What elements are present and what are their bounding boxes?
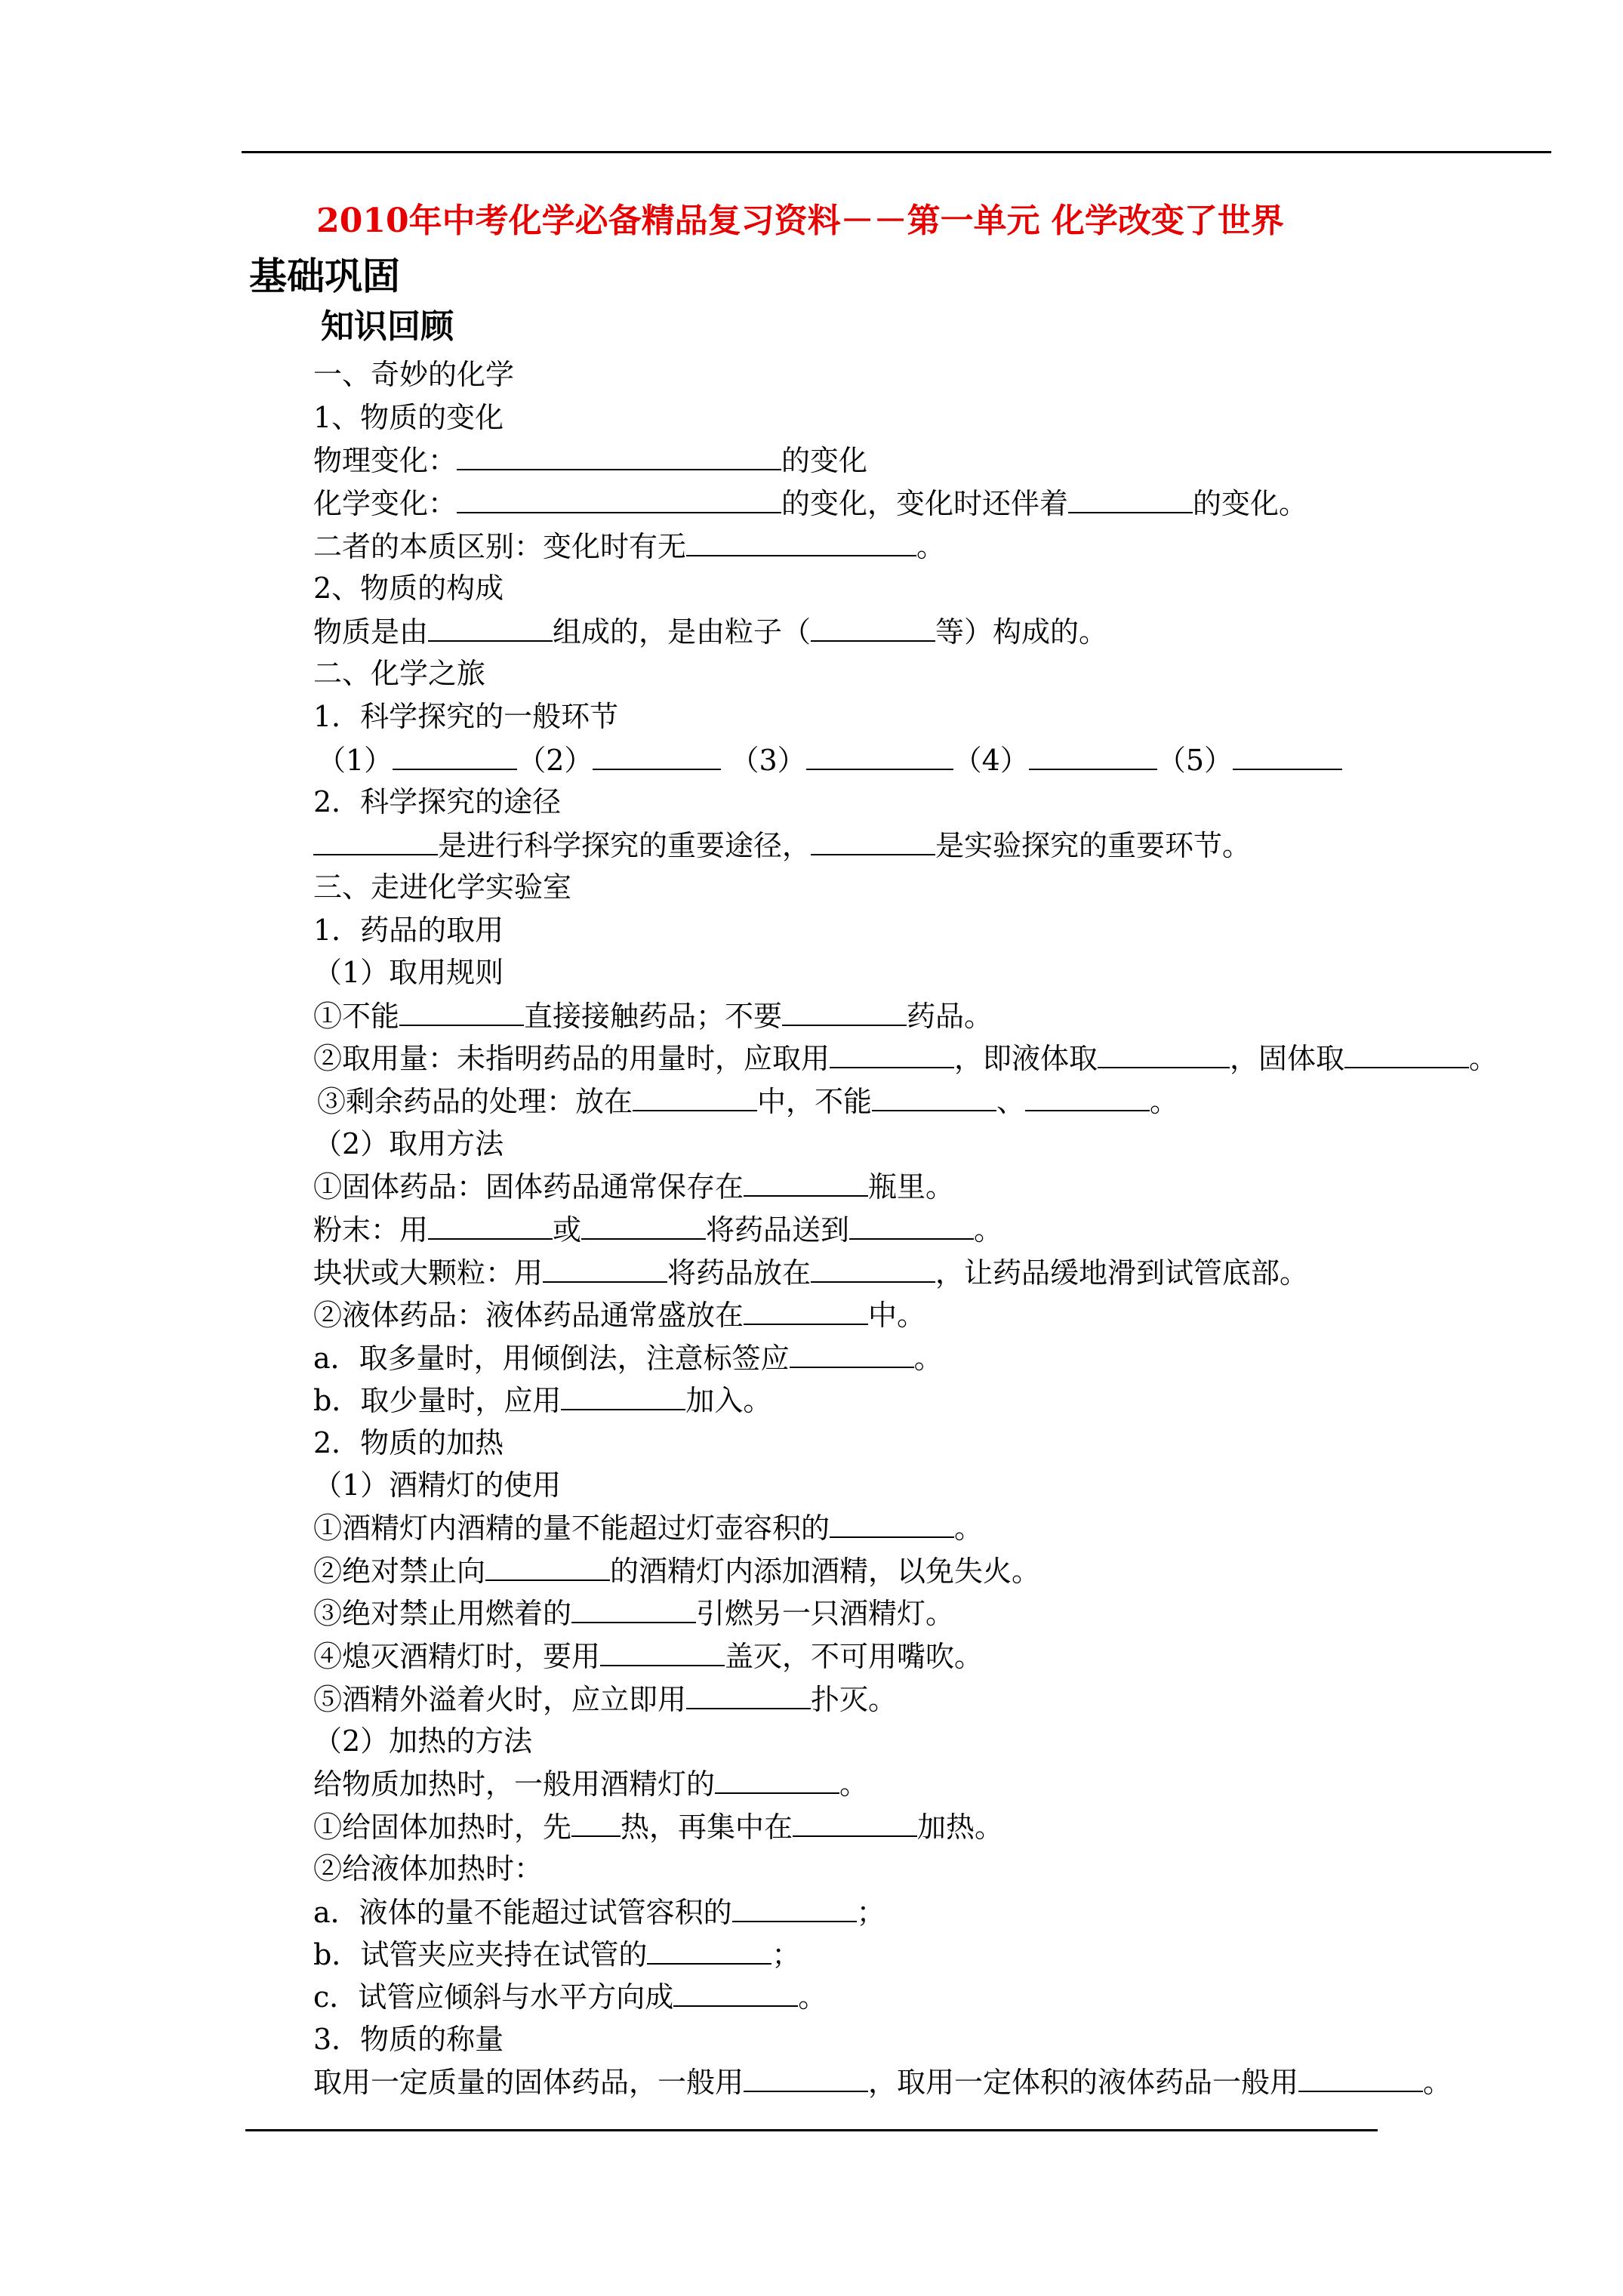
worksheet-line <box>317 740 1342 779</box>
worksheet-line <box>313 1892 885 1931</box>
worksheet-line <box>313 1380 771 1419</box>
fill-in-blank[interactable] <box>849 1210 974 1240</box>
line-text: （1）取用规则 <box>313 956 504 989</box>
fill-in-blank[interactable] <box>744 1295 868 1325</box>
fill-in-blank[interactable] <box>1298 2062 1423 2092</box>
line-text: b．取少量时，应用 <box>313 1384 562 1417</box>
worksheet-line <box>313 1295 925 1334</box>
fill-in-blank[interactable] <box>393 740 517 770</box>
line-text: 引燃另一只酒精灯。 <box>696 1597 955 1630</box>
line-text: ①酒精灯内酒精的量不能超过灯壶容积的 <box>313 1512 830 1545</box>
line-text: ④熄灭酒精灯时，要用 <box>313 1640 601 1673</box>
subsection-heading: 知识回顾 <box>321 307 454 346</box>
line-text: 。 <box>1469 1042 1498 1075</box>
line-text: 给物质加热时，一般用酒精灯的 <box>313 1767 716 1801</box>
line-text: （4） <box>953 744 1029 777</box>
fill-in-blank[interactable] <box>686 526 916 556</box>
line-text: 。 <box>1150 1085 1179 1118</box>
worksheet-line <box>313 1593 954 1632</box>
fill-in-blank[interactable] <box>399 996 524 1026</box>
line-text: ，固体取 <box>1230 1042 1345 1075</box>
worksheet-line <box>313 1465 561 1505</box>
line-text: （5） <box>1156 744 1233 777</box>
worksheet-line <box>313 1253 1308 1292</box>
line-text: 二、化学之旅 <box>313 657 486 690</box>
fill-in-blank[interactable] <box>744 2062 868 2092</box>
line-text: 的变化。 <box>1193 487 1308 520</box>
line-text: 直接接触药品；不要 <box>524 1000 783 1033</box>
fill-in-blank[interactable] <box>790 1338 914 1368</box>
worksheet-line <box>313 1679 897 1718</box>
line-text: ，即液体取 <box>954 1042 1098 1075</box>
fill-in-blank[interactable] <box>1029 740 1157 770</box>
fill-in-blank[interactable] <box>543 1253 667 1283</box>
fill-in-blank[interactable] <box>811 1253 935 1283</box>
line-text: ③绝对禁止用燃着的 <box>313 1597 572 1630</box>
worksheet-line <box>313 1934 800 1974</box>
line-text: 热，再集中在 <box>621 1811 793 1844</box>
worksheet-line <box>313 1977 827 2016</box>
fill-in-blank[interactable] <box>872 1081 996 1111</box>
line-text: ③剩余药品的处理：放在 <box>317 1085 633 1118</box>
line-text: 加热。 <box>917 1811 1004 1844</box>
worksheet-line <box>313 1423 504 1462</box>
line-text: 。 <box>974 1213 1003 1247</box>
worksheet-line <box>313 440 867 479</box>
line-text: ； <box>771 1938 801 1971</box>
line-text: ②取用量：未指明药品的用量时，应取用 <box>313 1042 830 1075</box>
fill-in-blank[interactable] <box>744 1166 868 1197</box>
fill-in-blank[interactable] <box>600 1636 725 1666</box>
line-text: 等）构成的。 <box>935 615 1108 649</box>
fill-in-blank[interactable] <box>811 612 935 642</box>
line-text: （1）酒精灯的使用 <box>313 1469 562 1502</box>
line-text: 扑灭。 <box>811 1683 898 1716</box>
fill-in-blank[interactable] <box>1068 483 1193 513</box>
line-text: ，让药品缓地滑到试管底部。 <box>935 1256 1309 1290</box>
line-text: 二者的本质区别：变化时有无 <box>313 530 687 563</box>
line-text: 。 <box>798 1980 827 2014</box>
worksheet-line <box>313 782 561 821</box>
line-text: 物质是由 <box>313 615 429 649</box>
line-text: 2．科学探究的途径 <box>313 785 562 818</box>
line-text: 、 <box>996 1085 1026 1118</box>
line-text: 1．药品的取用 <box>313 914 504 947</box>
line-text: 物理变化： <box>313 444 457 477</box>
fill-in-blank[interactable] <box>1025 1081 1150 1111</box>
worksheet-line <box>313 868 571 907</box>
line-text: 三、走进化学实验室 <box>313 871 572 904</box>
line-text: 。 <box>913 1342 943 1375</box>
worksheet-line <box>313 1764 868 1803</box>
line-text: 或 <box>553 1213 582 1247</box>
line-text: 2、物质的构成 <box>313 572 504 605</box>
line-text: 将药品放在 <box>667 1256 812 1290</box>
line-text: 的酒精灯内添加酒精，以免失火。 <box>610 1555 1041 1588</box>
line-text: ②绝对禁止向 <box>313 1555 486 1588</box>
line-text: ②液体药品：液体药品通常盛放在 <box>313 1299 744 1332</box>
line-text: 的变化 <box>781 444 868 477</box>
line-text: 。 <box>1423 2066 1452 2099</box>
top-rule <box>242 151 1551 153</box>
line-text: 1、物质的变化 <box>313 401 504 434</box>
section-heading: 基础巩固 <box>249 254 400 298</box>
line-text: 。 <box>839 1767 869 1801</box>
line-text: ②给液体加热时： <box>313 1852 544 1885</box>
worksheet-line <box>313 1124 504 1163</box>
worksheet-line <box>313 1038 1498 1077</box>
line-text: 粉末：用 <box>313 1213 429 1247</box>
line-text: 化学变化： <box>313 487 457 520</box>
fill-in-blank[interactable] <box>1233 740 1342 770</box>
fill-in-blank[interactable] <box>686 1679 811 1709</box>
worksheet-line <box>313 2062 1452 2101</box>
line-text: ①不能 <box>313 1000 400 1033</box>
worksheet-line <box>313 996 993 1035</box>
fill-in-blank[interactable] <box>313 825 438 855</box>
fill-in-blank[interactable] <box>806 740 953 770</box>
line-text: 将药品送到 <box>706 1213 850 1247</box>
line-text: （2） <box>517 744 593 777</box>
line-text: 是进行科学探究的重要途径， <box>438 829 812 862</box>
line-text: ①给固体加热时，先 <box>313 1811 572 1844</box>
fill-in-blank[interactable] <box>428 612 553 642</box>
line-text: 1．科学探究的一般环节 <box>313 700 619 733</box>
worksheet-line <box>313 654 485 693</box>
line-text: 盖灭，不可用嘴吹。 <box>725 1640 984 1673</box>
line-text: 瓶里。 <box>868 1170 955 1203</box>
line-text: 中。 <box>868 1299 926 1332</box>
worksheet-line <box>313 1508 983 1547</box>
line-text: 。 <box>916 530 946 563</box>
line-text: b．试管夹应夹持在试管的 <box>313 1938 648 1971</box>
worksheet-line <box>313 526 945 566</box>
worksheet-line <box>313 483 1307 522</box>
worksheet-line <box>313 1166 954 1206</box>
line-text: a．液体的量不能超过试管容积的 <box>313 1896 732 1929</box>
line-text: 取用一定质量的固体药品，一般用 <box>313 2066 744 2099</box>
line-text: ； <box>856 1896 885 1929</box>
worksheet-line <box>317 1081 1178 1120</box>
fill-in-blank[interactable] <box>830 1038 954 1068</box>
fill-in-blank[interactable] <box>673 1977 798 2007</box>
line-text: 中，不能 <box>757 1085 873 1118</box>
line-text: 的变化，变化时还伴着 <box>781 487 1069 520</box>
line-text: 3．物质的称量 <box>313 2023 504 2056</box>
worksheet-line <box>313 2020 504 2059</box>
line-text: ①固体药品：固体药品通常保存在 <box>313 1170 744 1203</box>
fill-in-blank[interactable] <box>1344 1038 1469 1068</box>
worksheet-line <box>313 1636 983 1675</box>
worksheet-line <box>313 1721 532 1761</box>
worksheet-line <box>313 1807 1003 1846</box>
worksheet-line <box>313 1849 543 1888</box>
fill-in-blank[interactable] <box>457 440 781 470</box>
line-text: （2）取用方法 <box>313 1127 504 1160</box>
document-title: 2010年中考化学必备精品复习资料－－第一单元 化学改变了世界 <box>316 202 1284 240</box>
line-text: （1） <box>317 744 393 777</box>
fill-in-blank[interactable] <box>571 1807 621 1837</box>
fill-in-blank[interactable] <box>793 1807 917 1837</box>
line-text: 组成的，是由粒子（ <box>553 615 812 649</box>
line-text: 药品。 <box>907 1000 993 1033</box>
worksheet-line <box>313 953 504 992</box>
line-text: 2．物质的加热 <box>313 1426 504 1459</box>
fill-in-blank[interactable] <box>811 825 935 855</box>
fill-in-blank[interactable] <box>561 1380 685 1410</box>
line-text: （3） <box>721 744 806 777</box>
fill-in-blank[interactable] <box>633 1081 757 1111</box>
line-text: ⑤酒精外溢着火时，应立即用 <box>313 1683 687 1716</box>
line-text: （2）加热的方法 <box>313 1724 533 1758</box>
fill-in-blank[interactable] <box>428 1210 553 1240</box>
worksheet-line <box>313 1210 1002 1249</box>
worksheet-line <box>313 1551 1040 1590</box>
worksheet-line <box>313 1338 943 1377</box>
fill-in-blank[interactable] <box>457 483 781 513</box>
fill-in-blank[interactable] <box>732 1892 857 1922</box>
fill-in-blank[interactable] <box>581 1210 706 1240</box>
fill-in-blank[interactable] <box>485 1551 610 1581</box>
worksheet-line <box>313 355 514 394</box>
worksheet-line <box>313 398 504 437</box>
bottom-rule <box>245 2129 1378 2131</box>
line-text: c．试管应倾斜与水平方向成 <box>313 1980 674 2014</box>
fill-in-blank[interactable] <box>571 1593 696 1623</box>
fill-in-blank[interactable] <box>715 1764 839 1794</box>
worksheet-line <box>313 569 504 608</box>
worksheet-line <box>313 911 504 950</box>
line-text: 一、奇妙的化学 <box>313 358 515 391</box>
line-text: 是实验探究的重要环节。 <box>935 829 1252 862</box>
line-text: 。 <box>954 1512 984 1545</box>
fill-in-blank[interactable] <box>647 1934 771 1965</box>
fill-in-blank[interactable] <box>1098 1038 1230 1068</box>
fill-in-blank[interactable] <box>782 996 907 1026</box>
line-text: ，取用一定体积的液体药品一般用 <box>868 2066 1299 2099</box>
line-text: 块状或大颗粒：用 <box>313 1256 544 1290</box>
fill-in-blank[interactable] <box>593 740 721 770</box>
worksheet-line <box>313 612 1107 651</box>
worksheet-line <box>313 825 1251 864</box>
line-text: a．取多量时，用倾倒法，注意标签应 <box>313 1342 790 1375</box>
line-text: 加入。 <box>685 1384 772 1417</box>
worksheet-line <box>313 697 618 736</box>
fill-in-blank[interactable] <box>830 1508 954 1538</box>
